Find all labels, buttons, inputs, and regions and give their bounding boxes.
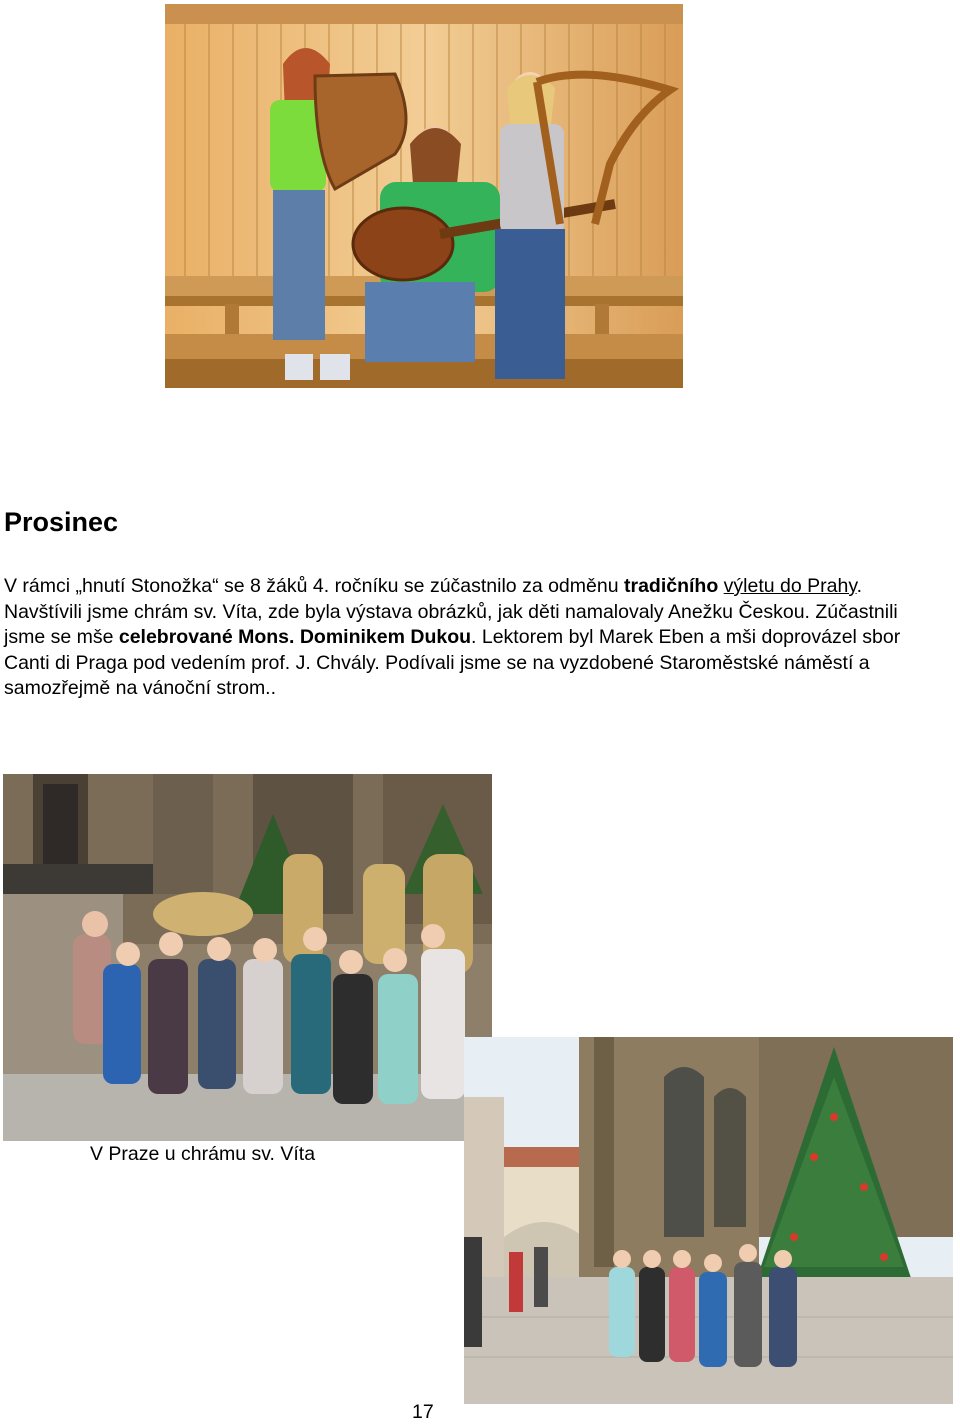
photo-caption: V Praze u chrámu sv. Víta: [90, 1143, 316, 1165]
children-instruments-photo: [165, 4, 683, 388]
section-heading: Prosinec: [4, 507, 119, 537]
paragraph-text-3: . Lektorem byl Marek Eben a mši doprovázel sbor Canti di Praga pod vedením prof. J. Chvály. Podívali jsme se na vyzdobené Staroměstské náměstí a samozřejmě na vánoční strom..: [4, 626, 901, 700]
trip-description: [4, 574, 944, 702]
christmas-tree-photo: [464, 1037, 953, 1404]
trip-link[interactable]: výletu do Prahy: [723, 575, 857, 597]
paragraph-text-1: V rámci „hnutí Stonožka“ se 8 žáků 4. ročníku se zúčastnilo za odměnu: [4, 575, 624, 597]
bold-text-1: tradičního: [623, 575, 719, 597]
group-cathedral-photo: [3, 774, 492, 1141]
paragraph-text-2: . Navštívili jsme chrám sv. Víta, zde byla výstava obrázků, jak děti namalovaly Anežku Českou. Zúčastnili jsme se mše: [4, 575, 898, 649]
bold-text-2: celebrované Mons. Dominikem Dukou: [118, 626, 472, 649]
page-number: 17: [412, 1401, 434, 1423]
